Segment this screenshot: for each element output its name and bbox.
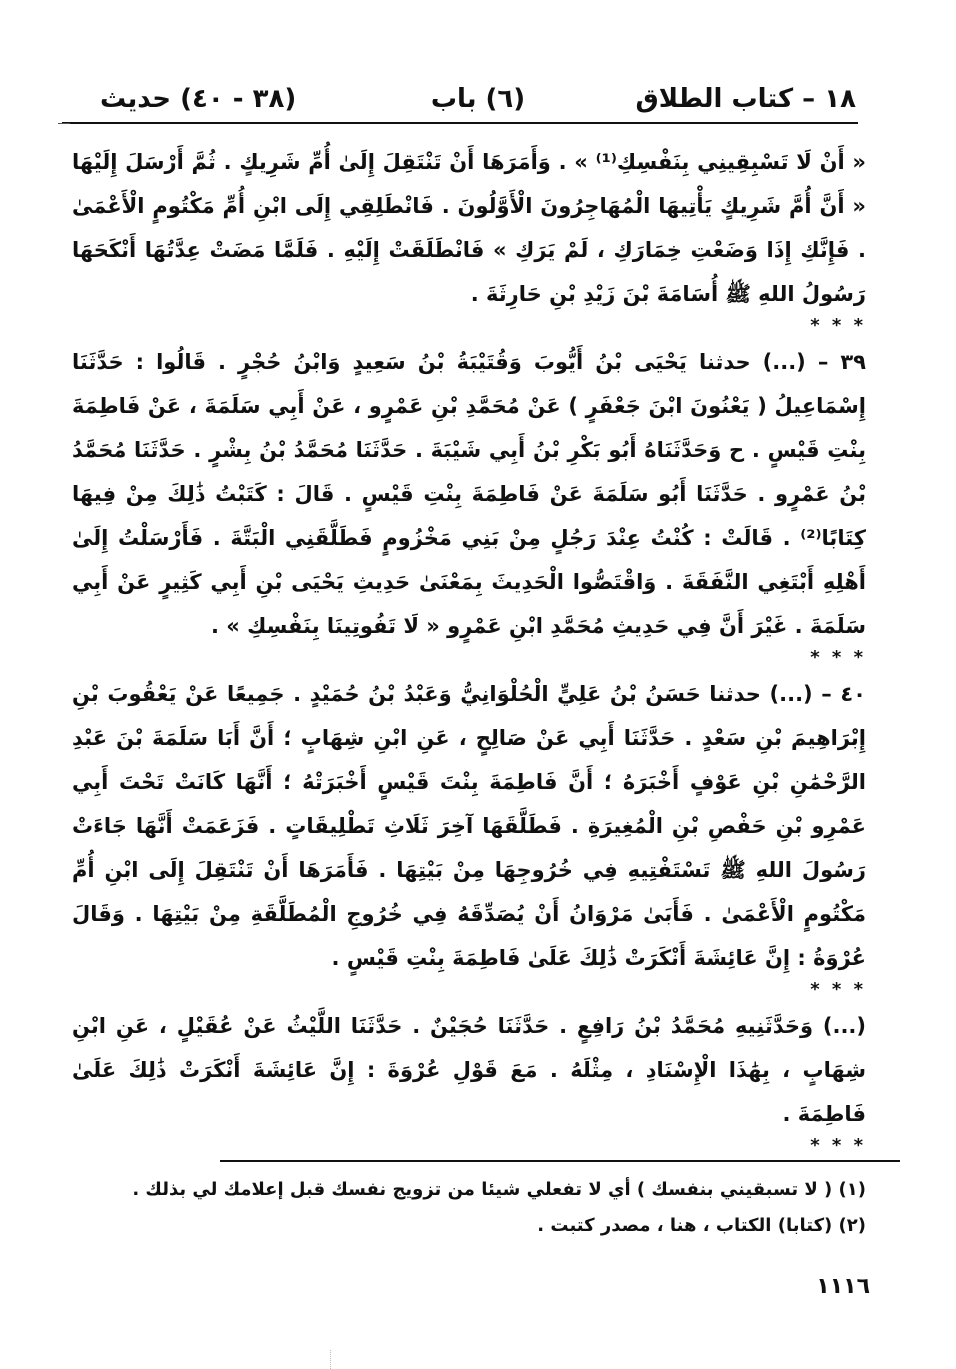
footnote-2: (٢) (كتابا) الكتاب ، هنا ، مصدر كتبت . bbox=[537, 1215, 866, 1236]
separator-stars: * * * bbox=[810, 647, 866, 668]
main-text bbox=[72, 140, 866, 1160]
separator-stars: * * * bbox=[810, 1135, 866, 1156]
separator-stars: * * * bbox=[810, 979, 866, 1000]
header-rule bbox=[62, 122, 858, 124]
hadith-40-variant: (...) وَحَدَّثَنِيهِ مُحَمَّدُ بْنُ رَافِعٍ . حَدَّثَنَا حُجَيْنٌ . حَدَّثَنَا اللَّيْثُ عَنْ عُقَيْلٍ ، عَنِ ابْنِ شِهَابٍ ، بِهَٰذَا الْإِسْنَادِ ، مِثْلَهُ . مَعَ قَوْلِ عُرْوَةَ : إِنَّ عَائِشَةَ أَنْكَرَتْ ذَٰلِكَ عَلَىٰ فَاطِمَةَ . bbox=[72, 1014, 866, 1126]
hadith-38-continuation: « أَنْ لَا تَسْبِقِينِي بِنَفْسِكِ⁽¹⁾ » . وَأَمَرَهَا أَنْ تَنْتَقِلَ إِلَىٰ أُمِّ شَرِيكٍ . ثُمَّ أَرْسَلَ إِلَيْهَا « أَنَّ أُمَّ شَرِيكٍ يَأْتِيهَا الْمُهَاجِرُونَ الْأَوَّلُونَ . فَانْطَلِقِي إِلَى ابْنِ أُمِّ مَكْتُومٍ الْأَعْمَىٰ . فَإِنَّكِ إِذَا وَضَعْتِ خِمَارَكِ ، لَمْ يَرَكِ » فَانْطَلَقَتْ إِلَيْهِ . فَلَمَّا مَضَتْ عِدَّتُهَا أَنْكَحَهَا رَسُولُ اللهِ ﷺ أُسَامَةَ بْنَ زَيْدِ بْنِ حَارِثَةَ . bbox=[72, 150, 866, 306]
running-header bbox=[100, 84, 856, 124]
footnote-1: (١) ( لا تسبقيني بنفسك ) أي لا تفعلي شيئا من تزويج نفسك قبل إعلامك لي بذلك . bbox=[132, 1179, 866, 1200]
chapter-label: (٦) باب bbox=[430, 84, 526, 114]
hadith-39: ٣٩ – (...) حدثنا يَحْيَى بْنُ أَيُّوبَ وَقُتَيْبَةُ بْنُ سَعِيدٍ وَابْنُ حُجْرٍ . قَالُوا : حَدَّثَنَا إِسْمَاعِيلُ ( يَعْنُونَ ابْنَ جَعْفَرٍ ) عَنْ مُحَمَّدِ بْنِ عَمْرٍو ، عَنْ أَبِي سَلَمَةَ ، عَنْ فَاطِمَةَ بِنْتِ قَيْسٍ . ح وَحَدَّثَنَاهُ أَبُو بَكْرِ بْنُ أَبِي شَيْبَةَ . حَدَّثَنَا مُحَمَّدُ بْنُ بِشْرٍ . حَدَّثَنَا مُحَمَّدُ بْنُ عَمْرٍو . حَدَّثَنَا أَبُو سَلَمَةَ عَنْ فَاطِمَةَ بِنْتِ قَيْسٍ . قَالَ : كَتَبْتُ ذَٰلِكَ مِنْ فِيهَا كِتَابًا⁽²⁾ . قَالَتْ : كُنْتُ عِنْدَ رَجُلٍ مِنْ بَنِي مَخْزُومٍ فَطَلَّقَنِي الْبَتَّةَ . فَأَرْسَلْتُ إِلَىٰ أَهْلِهِ أَبْتَغِي النَّفَقَةَ . وَاقْتَصُّوا الْحَدِيثَ بِمَعْنَىٰ حَدِيثِ يَحْيَى بْنِ أَبِي كَثِيرٍ عَنْ أَبِي سَلَمَةَ . غَيْرَ أَنَّ فِي حَدِيثِ مُحَمَّدِ ابْنِ عَمْرٍو « لَا تَفُوتِينَا بِنَفْسِكِ » . bbox=[72, 350, 866, 638]
book-title: ١٨ – كتاب الطلاق bbox=[635, 84, 856, 114]
page-number: ١١١٦ bbox=[816, 1274, 870, 1299]
footnotes bbox=[96, 1172, 866, 1244]
hadith-40: ٤٠ – (...) حدثنا حَسَنُ بْنُ عَلِيٍّ الْحُلْوَانِيُّ وَعَبْدُ بْنُ حُمَيْدٍ . جَمِيعًا عَنْ يَعْقُوبَ بْنِ إِبْرَاهِيمَ بْنِ سَعْدٍ . حَدَّثَنَا أَبِي عَنْ صَالِحٍ ، عَنِ ابْنِ شِهَابٍ ؛ أَنَّ أَبَا سَلَمَةَ بْنَ عَبْدِ الرَّحْمَٰنِ بْنِ عَوْفٍ أَخْبَرَهُ ؛ أَنَّ فَاطِمَةَ بِنْتَ قَيْسٍ أَخْبَرَتْهُ ؛ أَنَّهَا كَانَتْ تَحْتَ أَبِي عَمْرِو بْنِ حَفْصِ بْنِ الْمُغِيرَةِ . فَطَلَّقَهَا آخِرَ ثَلَاثِ تَطْلِيقَاتٍ . فَزَعَمَتْ أَنَّهَا جَاءَتْ رَسُولَ اللهِ ﷺ تَسْتَفْتِيهِ فِي خُرُوجِهَا مِنْ بَيْتِهَا . فَأَمَرَهَا أَنْ تَنْتَقِلَ إِلَى ابْنِ أُمِّ مَكْتُومٍ الْأَعْمَىٰ . فَأَبَىٰ مَرْوَانُ أَنْ يُصَدِّقَهُ فِي خُرُوجِ الْمُطَلَّقَةِ مِنْ بَيْتِهَا . وَقَالَ عُرْوَةُ : إِنَّ عَائِشَةَ أَنْكَرَتْ ذَٰلِكَ عَلَىٰ فَاطِمَةَ بِنْتِ قَيْسٍ . bbox=[72, 682, 866, 970]
scan-artifact bbox=[330, 1350, 332, 1369]
header-rule-tail bbox=[58, 123, 70, 124]
footnote-rule bbox=[220, 1160, 900, 1162]
separator-stars: * * * bbox=[810, 315, 866, 336]
hadith-range: (٣٨ - ٤٠) حديث bbox=[100, 84, 297, 114]
